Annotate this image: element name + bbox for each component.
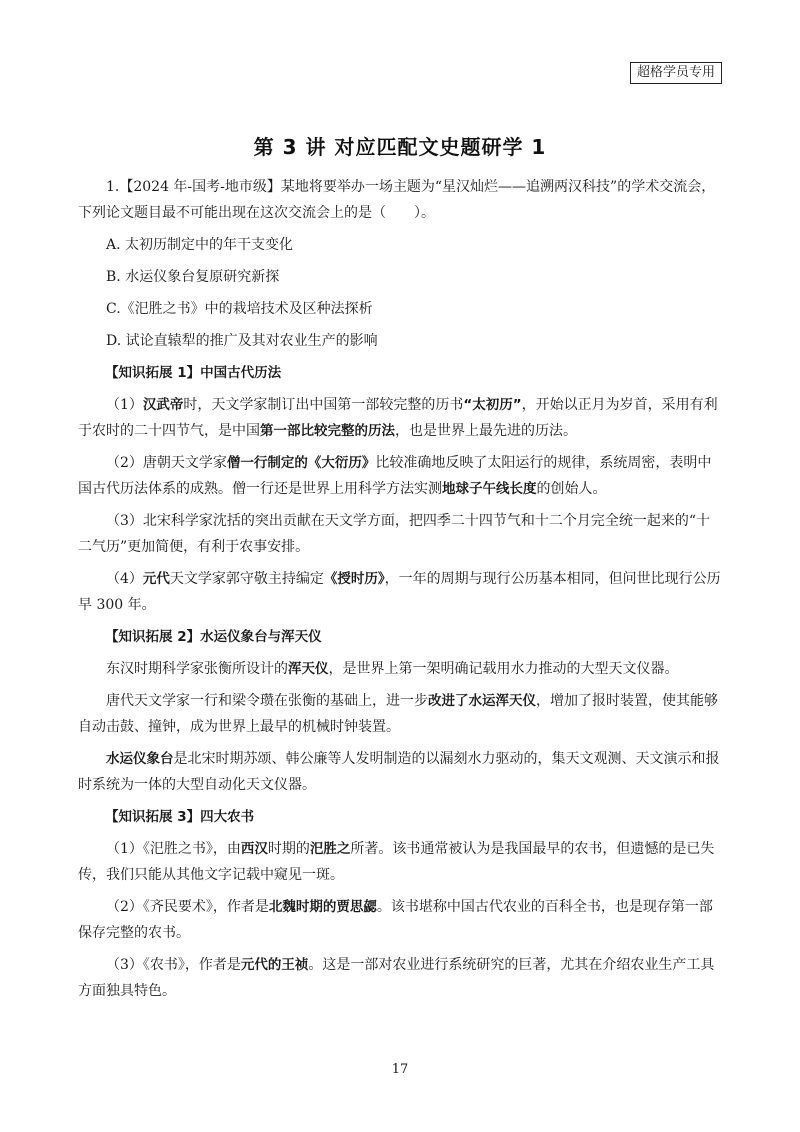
option-a: A. 太初历制定中的年干支变化 xyxy=(106,237,294,253)
section3-heading: 【知识拓展 3】四大农书 xyxy=(105,809,255,825)
section2-paragraph-1: 东汉时期科学家张衡所设计的浑天仪，是世界上第一架明确记载用水力推动的大型天文仪器。 xyxy=(106,661,679,677)
page-number: 17 xyxy=(391,1062,409,1077)
page-title: 第 3 讲 对应匹配文史题研学 1 xyxy=(253,135,547,159)
section1-paragraph-2: （2）唐朝天文学家僧一行制定的《大衍历》比较准确地反映了太阳运行的规律，系统周密，表明中国古代历法体系的成熟。僧一行还是世界上用科学方法实测地球子午线长度的创始人。 xyxy=(78,455,712,497)
option-c: C.《汜胜之书》中的栽培技术及区种法探析 xyxy=(106,301,373,317)
header-badge: 超格学员专用 xyxy=(630,62,722,84)
section3-paragraph-2: （2）《齐民要术》，作者是北魏时期的贾思勰。该书堪称中国古代农业的百科全书，也是现存第一部保存完整的农书。 xyxy=(78,899,713,941)
section2-paragraph-2: 唐代天文学家一行和梁令瓒在张衡的基础上，进一步改进了水运浑天仪，增加了报时装置，使其能够自动击鼓、撞钟，成为世界上最早的机械时钟装置。 xyxy=(78,693,718,735)
option-b: B. 水运仪象台复原研究新探 xyxy=(106,269,280,285)
section3-paragraph-3: （3）《农书》，作者是元代的王祯。这是一部对农业进行系统研究的巨著，尤其在介绍农业生产工具方面独具特色。 xyxy=(78,957,715,999)
section1-heading: 【知识拓展 1】中国古代历法 xyxy=(105,365,282,381)
section1-paragraph-3: （3）北宋科学家沈括的突出贡献在天文学方面，把四季二十四节气和十二个月完全统一起来的“十二气历”更加简便，有利于农事安排。 xyxy=(78,513,711,555)
section1-paragraph-1: （1）汉武帝时，天文学家制订出中国第一部较完整的历书“太初历”，开始以正月为岁首，采用有利于农时的二十四节气，是中国第一部比较完整的历法，也是世界上最先进的历法。 xyxy=(78,397,718,439)
section2-paragraph-3: 水运仪象台是北宋时期苏颂、韩公廉等人发明制造的以漏刻水力驱动的，集天文观测、天文演示和报时系统为一体的大型自动化天文仪器。 xyxy=(78,751,720,793)
section2-heading: 【知识拓展 2】水运仪象台与浑天仪 xyxy=(105,629,322,645)
section3-paragraph-1: （1）《汜胜之书》，由西汉时期的汜胜之所著。该书通常被认为是我国最早的农书，但遗憾的是已失传，我们只能从其他文字记载中窥见一斑。 xyxy=(78,841,715,883)
section1-paragraph-4: （4）元代天文学家郭守敬主持编定《授时历》，一年的周期与现行公历基本相同，但问世比现行公历早 300 年。 xyxy=(78,571,721,613)
content xyxy=(78,174,722,1010)
option-d: D. 试论直辕犁的推广及其对农业生产的影响 xyxy=(106,333,378,349)
question-text: 1.【2024 年-国考-地市级】某地将要举办一场主题为“星汉灿烂——追溯两汉科技”的学术交流会，下列论文题目最不可能出现在这次交流会上的是（ ）。 xyxy=(78,179,716,221)
